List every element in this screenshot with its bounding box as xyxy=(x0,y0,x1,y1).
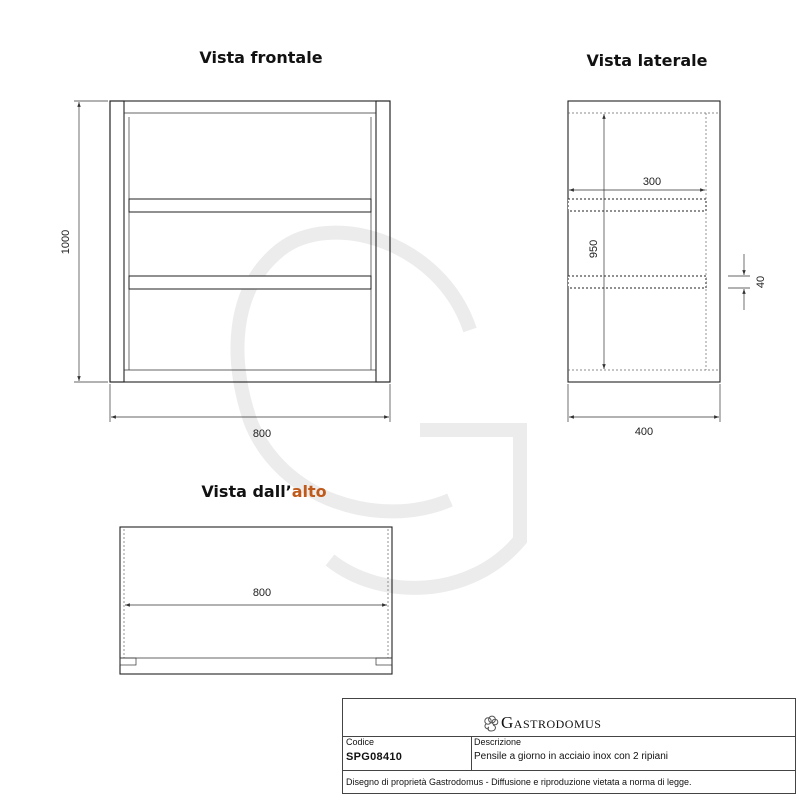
front-width-label: 800 xyxy=(252,428,272,440)
front-height-dimension xyxy=(74,101,108,382)
shelf-thickness-label: 40 xyxy=(755,275,767,289)
chef-hat-icon xyxy=(483,715,499,733)
side-shelf-upper xyxy=(568,199,706,211)
front-shelf-upper xyxy=(129,199,371,212)
top-view-title-main: Vista dall’ xyxy=(201,482,292,501)
ownership-notice: Disegno di proprietà Gastrodomus - Diffusione e riproduzione vietata a norma di legge. xyxy=(346,777,692,787)
code-value: SPG08410 xyxy=(346,751,403,763)
side-view-title: Vista laterale xyxy=(586,51,708,70)
front-outline xyxy=(110,101,390,382)
top-width-label: 800 xyxy=(252,587,272,599)
code-cell xyxy=(343,736,472,770)
side-shelf-lower xyxy=(568,276,706,288)
top-outline xyxy=(120,527,392,674)
front-view xyxy=(110,101,390,382)
side-inner-height-label: 950 xyxy=(588,239,600,259)
front-shelf-lower xyxy=(129,276,371,289)
front-left-upright xyxy=(110,101,124,382)
side-inner-depth-label: 300 xyxy=(642,176,662,188)
top-left-foot xyxy=(120,658,136,665)
title-block xyxy=(342,698,796,794)
brand-name: Gastrodomus xyxy=(501,713,602,732)
description-label: Descrizione xyxy=(474,737,522,747)
description-value: Pensile a giorno in acciaio inox con 2 ripiani xyxy=(474,751,669,762)
title-block-brand-row xyxy=(343,699,795,737)
front-height-label: 1000 xyxy=(60,229,72,255)
side-depth-dimension xyxy=(568,384,720,422)
title-block-code-row xyxy=(343,736,795,771)
front-view-title: Vista frontale xyxy=(199,48,323,67)
top-right-foot xyxy=(376,658,392,665)
shelf-thickness-dimension xyxy=(728,254,750,310)
side-depth-label: 400 xyxy=(634,426,654,438)
top-view xyxy=(120,527,392,674)
description-cell xyxy=(471,736,795,770)
top-view-title xyxy=(201,482,326,501)
code-label: Codice xyxy=(346,737,375,747)
top-view-title-accent: alto xyxy=(291,482,327,501)
brand xyxy=(483,709,601,733)
